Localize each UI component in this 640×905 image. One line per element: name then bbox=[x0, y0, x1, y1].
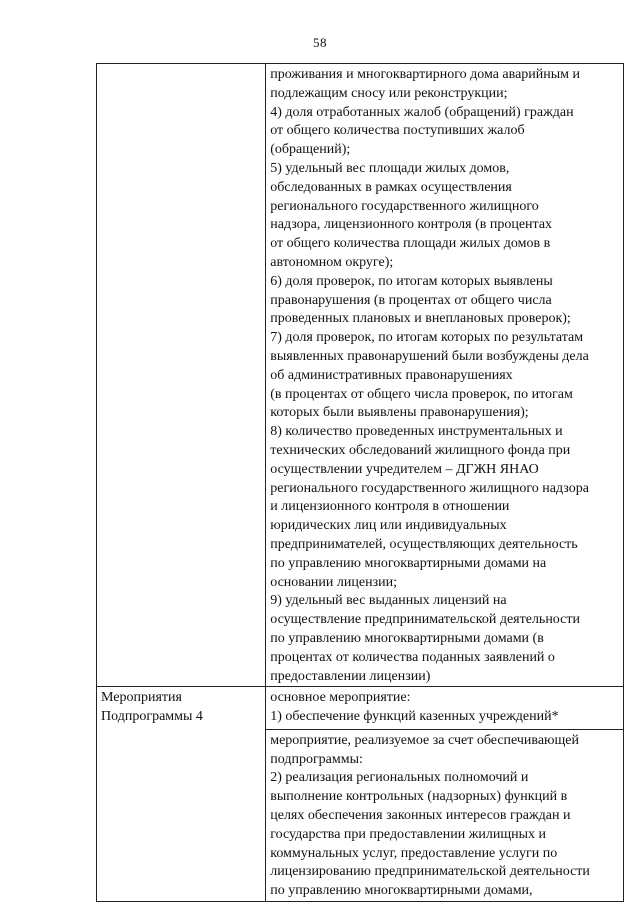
text-line: выявленных правонарушений были возбуждены дела bbox=[270, 348, 589, 364]
text-line: 1) обеспечение функций казенных учреждений* bbox=[270, 709, 559, 725]
table-cell-support-measure bbox=[266, 729, 624, 901]
text-line: автономном округе); bbox=[270, 254, 394, 270]
table-row-indicators bbox=[97, 64, 624, 687]
text-line: об административных правонарушениях bbox=[270, 367, 513, 383]
document-table bbox=[96, 63, 624, 902]
text-line: коммунальных услуг, предоставление услуги по bbox=[270, 845, 558, 861]
text-line: Мероприятия bbox=[101, 690, 182, 706]
text-line: мероприятие, реализуемое за счет обеспечивающей bbox=[270, 732, 580, 748]
text-line: (обращений); bbox=[270, 142, 351, 158]
text-line: процентах от количества поданных заявлений о bbox=[270, 649, 555, 665]
text-line: по управлению многоквартирными домами на bbox=[270, 555, 547, 571]
text-line: целях обеспечения законных интересов граждан и bbox=[270, 808, 571, 824]
text-line: осуществлении учредителем – ДГЖН ЯНАО bbox=[270, 461, 539, 477]
table-cell-main-measure bbox=[266, 687, 624, 730]
text-line: (в процентах от общего числа проверок, по итогам bbox=[270, 386, 573, 402]
text-line: регионального государственного жилищного надзора bbox=[270, 480, 589, 496]
text-line: от общего количества поступивших жалоб bbox=[270, 123, 525, 139]
text-line: проживания и многоквартирного дома аварийным и bbox=[270, 67, 581, 82]
text-line: юридических лиц или индивидуальных bbox=[270, 518, 507, 534]
table-row-measures bbox=[97, 687, 624, 730]
text-line: от общего количества площади жилых домов в bbox=[270, 236, 551, 252]
text-line: подлежащим сносу или реконструкции; bbox=[270, 85, 508, 101]
text-line: 7) доля проверок, по итогам которых по результатам bbox=[270, 330, 584, 346]
text-line: регионального государственного жилищного bbox=[270, 198, 539, 214]
text-line: лицензированию предпринимательской деятельности bbox=[270, 864, 590, 880]
text-line: проведенных плановых и внеплановых проверок); bbox=[270, 311, 571, 327]
text-line: выполнение контрольных (надзорных) функций в bbox=[270, 789, 568, 805]
text-line: основании лицензии; bbox=[270, 574, 397, 590]
text-line: и лицензионного контроля в отношении bbox=[270, 499, 510, 515]
text-line: основное мероприятие: bbox=[270, 690, 411, 706]
text-line: по управлению многоквартирными домами, bbox=[270, 883, 533, 899]
text-line: Подпрограммы 4 bbox=[101, 709, 203, 725]
text-line: осуществление предпринимательской деятельности bbox=[270, 612, 580, 628]
text-line: надзора, лицензионного контроля (в процентах bbox=[270, 217, 553, 233]
text-line: технических обследований жилищного фонда при bbox=[270, 442, 571, 458]
text-line: 5) удельный вес площади жилых домов, bbox=[270, 160, 510, 176]
text-line: 6) доля проверок, по итогам которых выявлены bbox=[270, 273, 553, 289]
table-cell-measures-heading bbox=[97, 687, 266, 902]
text-line: 8) количество проведенных инструментальных и bbox=[270, 424, 563, 440]
text-line: 9) удельный вес выданных лицензий на bbox=[270, 593, 507, 609]
text-line: предоставлении лицензии) bbox=[270, 668, 431, 684]
text-line: по управлению многоквартирными домами (в bbox=[270, 630, 544, 646]
text-line: которых были выявлены правонарушения); bbox=[270, 405, 529, 421]
text-line: предпринимателей, осуществляющих деятельность bbox=[270, 536, 578, 552]
text-line: 2) реализация региональных полномочий и bbox=[270, 770, 529, 786]
text-line: 4) доля отработанных жалоб (обращений) граждан bbox=[270, 104, 574, 120]
text-line: подпрограммы: bbox=[270, 751, 363, 767]
table-cell-indicators bbox=[266, 64, 624, 687]
table-cell-left-empty bbox=[97, 64, 266, 687]
text-line: правонарушения (в процентах от общего числа bbox=[270, 292, 552, 308]
text-line: государства при предоставлении жилищных и bbox=[270, 826, 547, 842]
page-number: 58 bbox=[313, 35, 327, 50]
text-line: обследованных в рамках осуществления bbox=[270, 179, 512, 195]
